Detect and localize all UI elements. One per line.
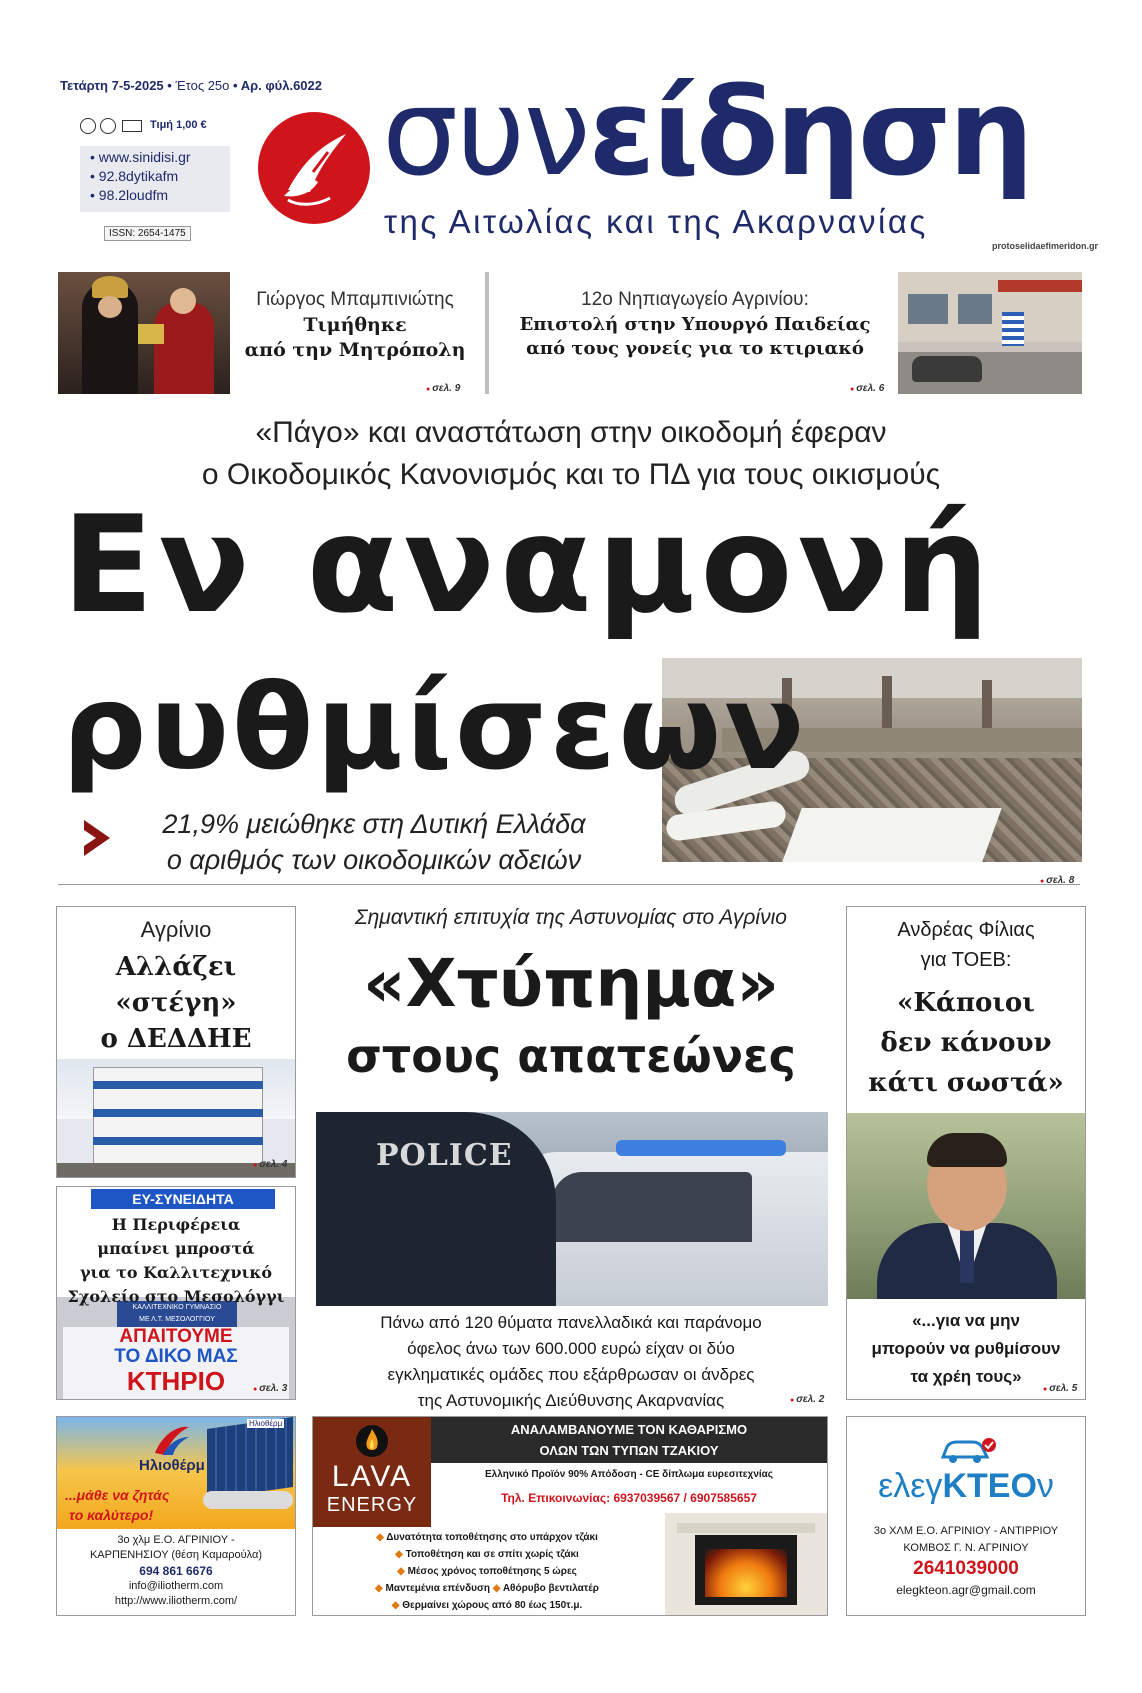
teaser-divider <box>485 272 489 394</box>
iliotherm-brand: Ηλιοθέρμ <box>139 1457 205 1474</box>
year-line: Έτος 25ο <box>175 78 230 93</box>
issue-number: Αρ. φύλ.6022 <box>240 78 323 93</box>
hair <box>927 1133 1007 1167</box>
lava-bullet-text: Τοποθέτηση και σε σπίτι χωρίς τζάκι <box>405 1549 579 1560</box>
lead-subhead <box>124 806 624 878</box>
logo-part-bold: είδηση <box>588 64 1031 203</box>
lead-overline-line1: «Πάγο» και αναστάτωση στην οικοδομή έφεραν <box>255 416 887 449</box>
date-line: Τετάρτη 7-5-2025 <box>60 78 164 93</box>
iliotherm-web[interactable]: http://www.iliotherm.com/ <box>114 1595 238 1607</box>
eu-story-line4: Σχολείο στο Μεσολόγγι <box>67 1287 285 1306</box>
bishop-hat <box>92 276 128 298</box>
lava-head2: ΟΛΩΝ ΤΩΝ ΤΥΠΩΝ ΤΖΑΚΙΟΥ <box>539 1443 719 1458</box>
left-story-box[interactable] <box>56 906 296 1178</box>
chevron-right-icon <box>80 818 114 858</box>
iliotherm-email[interactable]: info@iliotherm.com <box>128 1580 224 1592</box>
window <box>908 294 948 324</box>
flame-bullet-icon: ◆ <box>395 1549 406 1560</box>
fireplace-mantel <box>677 1523 815 1533</box>
publisher-mark-icon <box>122 120 142 132</box>
source-credit: protoselidaefimeridon.gr <box>992 241 1099 251</box>
portrait-photo <box>847 1113 1085 1299</box>
issn: ISSN: 2654-1475 <box>104 226 191 241</box>
lava-bullet-text: Θερμαίνει χώρους από 80 έως 150τ.μ. <box>402 1600 583 1611</box>
price: Τιμή 1,00 € <box>150 119 207 131</box>
flame-bullet-icon: ◆ <box>375 1583 386 1594</box>
iliotherm-slogan2: το καλύτερο! <box>69 1507 154 1523</box>
elegkteon-phone[interactable]: 2641039000 <box>913 1558 1019 1579</box>
school-sign-line2: ΜΕ Λ.Τ. ΜΕΣΟΛΟΓΓΙΟΥ <box>139 1316 215 1323</box>
center-story-title1[interactable]: «Χτύπημα» <box>363 945 779 1022</box>
iliotherm-contact <box>57 1533 295 1609</box>
elegkteon-logo-part3: ν <box>1036 1467 1054 1505</box>
ad-elegkteon[interactable] <box>846 1416 1086 1616</box>
issue-line: Τετάρτη 7-5-2025 • Έτος 25ο • Αρ. φύλ.6022 <box>60 78 323 93</box>
right-story-title3: κάτι σωστά» <box>868 1068 1064 1098</box>
blueprint-sheet <box>782 808 1002 862</box>
logo-subtitle: της Αιτωλίας και της Ακαρνανίας <box>384 203 928 240</box>
parked-car <box>912 356 982 382</box>
left-story-page: ● σελ. 4 <box>253 1159 287 1170</box>
center-story-kicker: Σημαντική επιτυχία της Αστυνομίας στο Αγρίνιο <box>355 906 787 929</box>
lava-bullet-text: Δυνατότητα τοποθέτησης στο υπάρχον τζάκι <box>386 1532 598 1543</box>
lead-headline-1[interactable]: Εν αναμονή <box>62 487 995 643</box>
lava-logo-text2: ENERGY <box>326 1494 418 1516</box>
iliotherm-addr2: ΚΑΡΠΕΝΗΣΙΟΥ (θέση Καμαρούλα) <box>89 1549 263 1561</box>
lead-sub-line1: 21,9% μειώθηκε στη Δυτική Ελλάδα <box>162 809 586 839</box>
elegkteon-contact <box>847 1523 1085 1599</box>
elegkteon-addr2: ΚΟΜΒΟΣ Γ. Ν. ΑΓΡΙΝΙΟΥ <box>903 1542 1029 1554</box>
protest-banner-photo <box>57 1297 295 1399</box>
logo-emblem <box>258 112 370 224</box>
panel-label: Ηλιοθέρμ <box>249 1419 283 1428</box>
police-vest-text: POLICE <box>376 1138 513 1173</box>
right-story-kicker1: Ανδρέας Φίλιας <box>897 919 1035 941</box>
elegkteon-logo <box>847 1467 1085 1506</box>
lava-logo-panel <box>313 1417 431 1527</box>
left-story-kicker: Αγρίνιο <box>140 917 212 942</box>
lava-bullet <box>317 1546 657 1563</box>
lava-bullet <box>317 1597 657 1614</box>
pen-nib-icon <box>258 112 370 224</box>
lava-bullet <box>317 1563 657 1580</box>
protest-banner-line3: ΚΤΗΡΙΟ <box>126 1366 226 1396</box>
left-story-title2: «στέγη» <box>115 988 237 1018</box>
siren-light-icon <box>616 1140 786 1156</box>
teaser-right-kicker: 12ο Νηπιαγωγείο Αγρινίου: <box>581 289 809 310</box>
right-story-title1: «Κάποιοι <box>897 988 1035 1018</box>
bishop-face <box>98 296 122 318</box>
solar-panel-icon <box>207 1417 293 1499</box>
lava-head1: ΑΝΑΛΑΜΒΑΝΟΥΜΕ ΤΟΝ ΚΑΘΑΡΙΣΜΟ <box>510 1422 748 1437</box>
eu-story-line3: για το Καλλιτεχνικό <box>79 1263 273 1282</box>
eu-story-box[interactable] <box>56 1186 296 1400</box>
teaser-right-page: ● σελ. 6 <box>850 383 884 394</box>
right-story-box[interactable] <box>846 906 1086 1400</box>
lead-page: ● σελ. 8 <box>1040 875 1074 886</box>
elegkteon-addr1: 3ο ΧΛΜ Ε.Ο. ΑΓΡΙΝΙΟΥ - ΑΝΤΙΡΡΙΟΥ <box>873 1525 1059 1537</box>
concrete-pillar <box>982 680 992 730</box>
right-story-title2: δεν κάνουν <box>880 1028 1052 1058</box>
right-story-page: ● σελ. 5 <box>1043 1383 1077 1394</box>
flame-bullet-icon: ◆ <box>489 1583 503 1594</box>
window <box>958 294 992 324</box>
masthead <box>0 0 1142 260</box>
right-story-quote2: μπορούν να ρυθμίσουν <box>871 1339 1061 1358</box>
lava-bullet <box>317 1529 657 1546</box>
right-story-kicker2: για ΤΟΕΒ: <box>920 949 1012 971</box>
elegkteon-logo-part1: ελεγ <box>878 1467 943 1505</box>
teaser-left[interactable] <box>236 289 474 361</box>
right-story-quote3: τα χρέη τους» <box>910 1367 1022 1386</box>
center-story-body <box>306 1310 836 1414</box>
iliotherm-slogan1: ...μάθε να ζητάς <box>65 1487 170 1503</box>
iliotherm-phone[interactable]: 694 861 6676 <box>139 1564 213 1578</box>
elegkteon-logo-part2: ΚΤΕΟ <box>942 1467 1037 1505</box>
lava-logo-text1: LAVA <box>331 1460 413 1493</box>
elegkteon-email[interactable]: elegkteon.agr@gmail.com <box>896 1583 1036 1597</box>
right-story-quote1: «...για να μην <box>912 1311 1020 1330</box>
lava-bullet-text: Μαντεμένια επένδυση <box>385 1583 490 1594</box>
eu-story-tag: ΕΥ-ΣΥΝΕΙΔΗΤΑ <box>91 1189 275 1209</box>
eu-story-page: ● σελ. 3 <box>253 1383 287 1394</box>
lead-sub-line2: ο αριθμός των οικοδομικών αδειών <box>166 845 582 875</box>
red-balcony <box>998 280 1082 292</box>
honoree-figure <box>154 302 214 394</box>
center-body-line1: Πάνω από 120 θύματα πανελλαδικά και παράνομο <box>380 1313 762 1332</box>
protest-banner-line2: ΤΟ ΔΙΚΟ ΜΑΣ <box>114 1346 238 1367</box>
greek-flag <box>1002 312 1024 346</box>
plaque <box>138 324 164 344</box>
link-radio-dytika[interactable]: • 92.8dytikafm <box>90 168 179 184</box>
car-check-icon <box>937 1437 997 1465</box>
flame-icon <box>355 1423 389 1459</box>
lead-headline-2[interactable]: ρυθμίσεων <box>62 658 808 796</box>
center-body-line4: της Αστυνομικής Διεύθυνσης Ακαρνανίας <box>417 1391 725 1410</box>
seal-icon <box>100 118 116 134</box>
teaser-left-page: ● σελ. 9 <box>426 383 460 394</box>
blue-balcony <box>93 1081 263 1089</box>
logo-wordmark <box>382 64 1031 203</box>
police-car-window <box>552 1172 752 1242</box>
fire-flames <box>705 1549 787 1597</box>
blue-balcony <box>93 1137 263 1145</box>
teaser-right-line2: από τους γονείς για το κτιριακό <box>526 338 864 359</box>
lava-product: Ελληνικό Προϊόν 90% Απόδοση - CE δίπλωμα ευρεσιτεχνίας <box>484 1469 774 1480</box>
iliotherm-logo-icon <box>149 1423 193 1457</box>
honoree-face <box>170 288 196 314</box>
teaser-right-photo <box>898 272 1082 394</box>
flame-bullet-icon: ◆ <box>397 1566 408 1577</box>
teaser-left-kicker: Γιώργος Μπαμπινιώτης <box>256 289 454 310</box>
iliotherm-addr1: 3ο χλμ Ε.Ο. ΑΓΡΙΝΙΟΥ - <box>117 1534 235 1546</box>
concrete-pillar <box>882 676 892 728</box>
lava-bullet-text: Μέσος χρόνος τοποθέτησης 5 ώρες <box>407 1566 577 1577</box>
teaser-right[interactable] <box>500 289 890 359</box>
links-box <box>80 146 230 212</box>
lava-bullet <box>317 1580 657 1597</box>
lead-overline-line2: ο Οικοδομικός Κανονισμός και το ΠΔ για τους οικισμούς <box>201 458 941 491</box>
center-story-page: ● σελ. 2 <box>790 1394 824 1405</box>
tie <box>960 1227 974 1283</box>
left-story-title3: ο ΔΕΔΔΗΕ <box>100 1024 252 1054</box>
link-radio-loud[interactable]: • 98.2loudfm <box>90 187 169 203</box>
flame-bullet-icon: ◆ <box>391 1600 403 1611</box>
center-story-title2[interactable]: στους απατεώνες <box>346 1029 796 1083</box>
center-body-line3: εγκληματικές ομάδες που εξάρθρωσαν οι άνδρες <box>387 1365 755 1384</box>
school-sign-line1: ΚΑΛΛΙΤΕΧΝΙΚΟ ΓΥΜΝΑΣΙΟ <box>132 1304 222 1311</box>
ad-lava-energy[interactable] <box>312 1416 828 1616</box>
ad-iliotherm[interactable] <box>56 1416 296 1616</box>
lava-header <box>431 1417 827 1463</box>
teaser-left-line1: Τιμήθηκε <box>303 314 407 336</box>
center-story-photo <box>316 1112 828 1306</box>
teaser-left-photo <box>58 272 230 394</box>
lava-bullet-text: Αθόρυβο βεντιλατέρ <box>502 1583 599 1594</box>
left-story-title1: Αλλάζει <box>115 952 237 982</box>
teaser-left-line2: από την Μητρόπολη <box>244 339 466 361</box>
center-body-line2: όφελος άνω των 600.000 ευρώ είχαν οι δύο <box>407 1339 735 1358</box>
eu-story-line1: Η Περιφέρεια <box>111 1215 241 1234</box>
left-story-photo <box>57 1059 295 1177</box>
lead-overline <box>60 412 1082 496</box>
barcode-seals <box>80 116 144 136</box>
link-website[interactable]: • www.sinidisi.gr <box>90 149 191 165</box>
eu-story-line2: μπαίνει μπροστά <box>97 1239 255 1258</box>
seal-icon <box>80 118 96 134</box>
blue-balcony <box>93 1109 263 1117</box>
iliotherm-banner <box>57 1417 295 1529</box>
lead-rule <box>58 884 1080 885</box>
protest-banner-line1: ΑΠΑΙΤΟΥΜΕ <box>119 1326 233 1347</box>
teaser-right-line1: Επιστολή στην Υπουργό Παιδείας <box>519 314 871 335</box>
water-tank-icon <box>203 1491 293 1509</box>
logo-part-light: συν <box>382 64 589 203</box>
fireplace-photo <box>665 1513 827 1615</box>
lava-bullets <box>317 1529 657 1614</box>
flame-bullet-icon: ◆ <box>376 1532 387 1543</box>
lava-phone[interactable]: Τηλ. Επικοινωνίας: 6937039567 / 6907585657 <box>501 1491 757 1505</box>
